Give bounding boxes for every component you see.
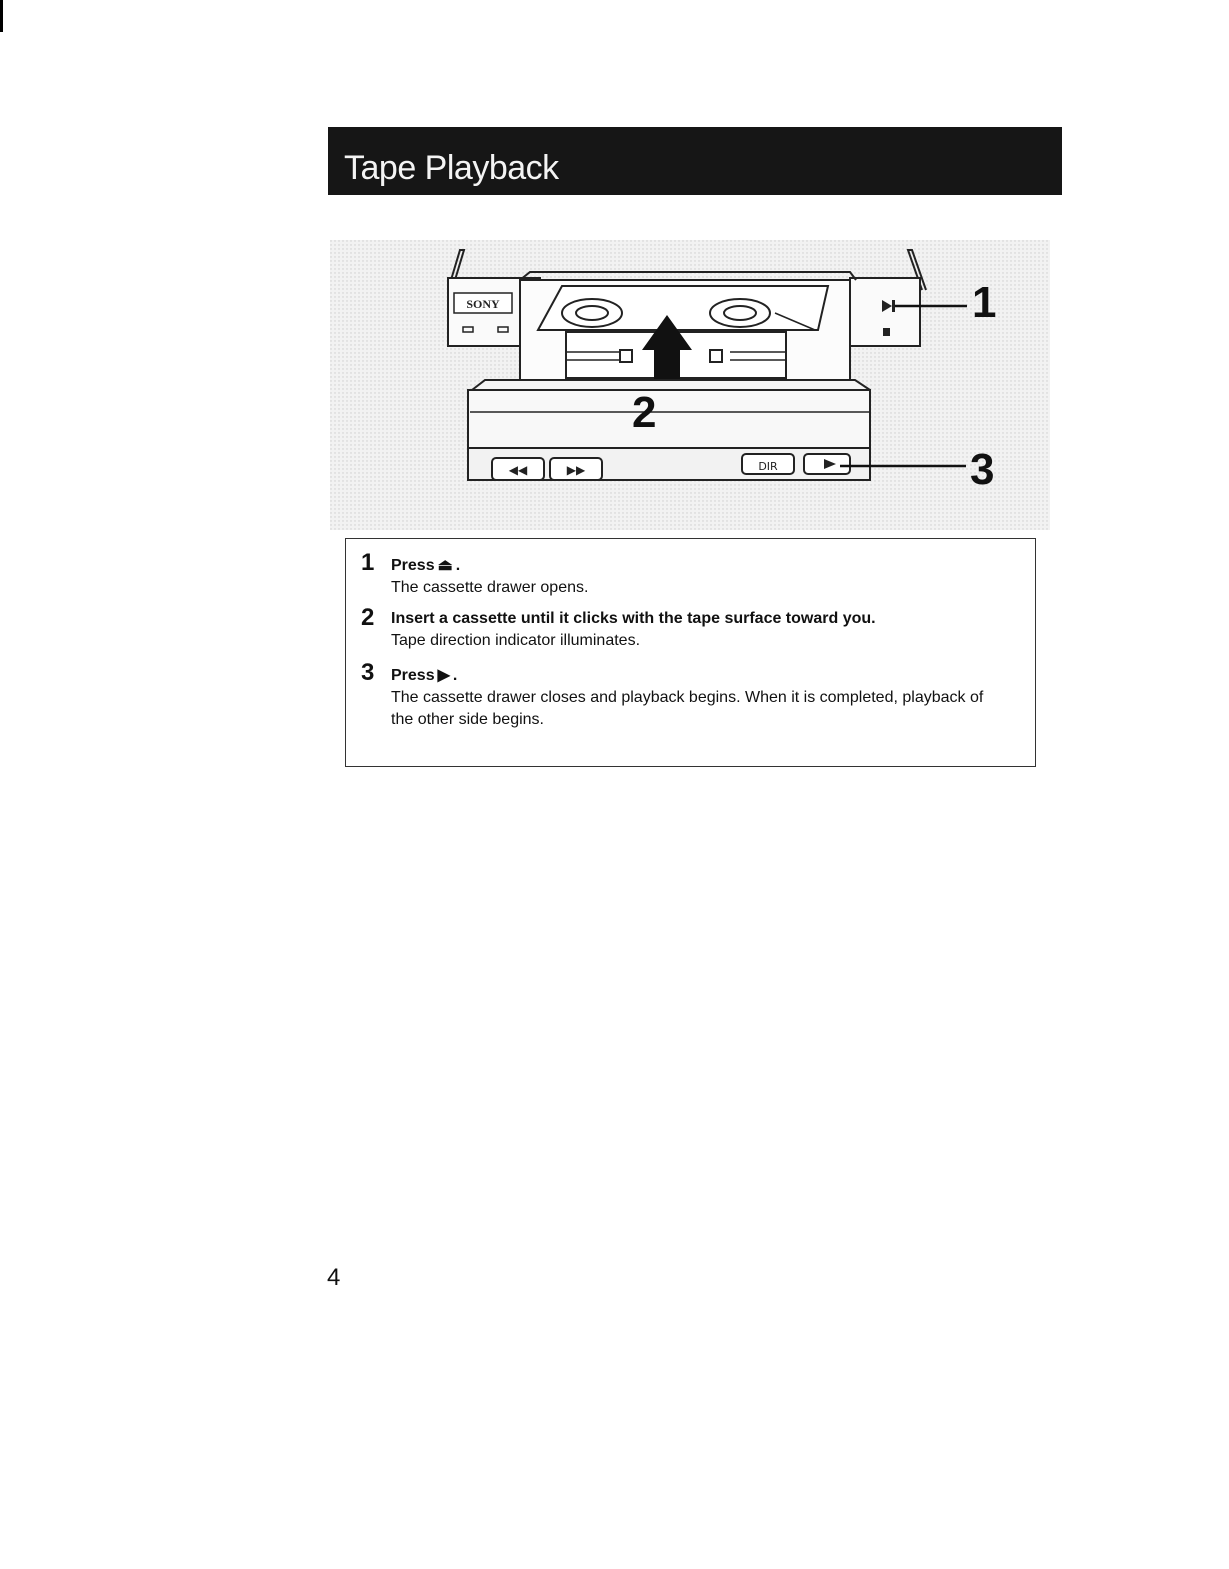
brand-logo: SONY bbox=[466, 297, 500, 311]
callout-3: 3 bbox=[970, 445, 995, 494]
step-description: The cassette drawer opens. bbox=[391, 579, 589, 596]
eject-icon: ⏏ bbox=[437, 557, 453, 574]
step-heading: Press ⏏ . bbox=[391, 557, 461, 574]
step-number: 2 bbox=[361, 604, 375, 631]
svg-text:DIR: DIR bbox=[758, 460, 778, 473]
step-number: 3 bbox=[361, 659, 375, 686]
rewind-button bbox=[492, 458, 544, 480]
step-3 bbox=[361, 659, 1001, 731]
step-number: 1 bbox=[361, 549, 375, 576]
callout-1: 1 bbox=[972, 278, 997, 327]
page-title: Tape Playback bbox=[344, 149, 559, 187]
step-heading: Press ▶ . bbox=[391, 667, 458, 684]
cassette-deck-illustration bbox=[330, 200, 1060, 540]
stop-icon bbox=[883, 328, 890, 336]
step-1 bbox=[361, 549, 1001, 599]
svg-text:◀◀: ◀◀ bbox=[508, 463, 528, 477]
step-2 bbox=[361, 604, 1001, 652]
instructions-box bbox=[345, 538, 1036, 767]
fast-forward-button bbox=[550, 458, 602, 480]
scan-edge-mark bbox=[0, 0, 3, 32]
step-heading: Insert a cassette until it clicks with the tape surface toward you. bbox=[391, 610, 876, 627]
callout-2: 2 bbox=[632, 388, 657, 437]
play-front-button bbox=[804, 454, 850, 474]
step-description: The cassette drawer closes and playback begins. When it is completed, playback of the other side begins. bbox=[391, 689, 984, 728]
step-description: Tape direction indicator illuminates. bbox=[391, 632, 641, 649]
section-title-bar bbox=[328, 127, 1062, 195]
svg-text:▶▶: ▶▶ bbox=[566, 463, 586, 477]
play-icon: ▶ bbox=[437, 667, 450, 684]
deck-drawing bbox=[330, 200, 1060, 540]
page-number: 4 bbox=[327, 1264, 341, 1291]
cassette-drawer bbox=[520, 272, 856, 380]
direction-button bbox=[742, 454, 794, 474]
